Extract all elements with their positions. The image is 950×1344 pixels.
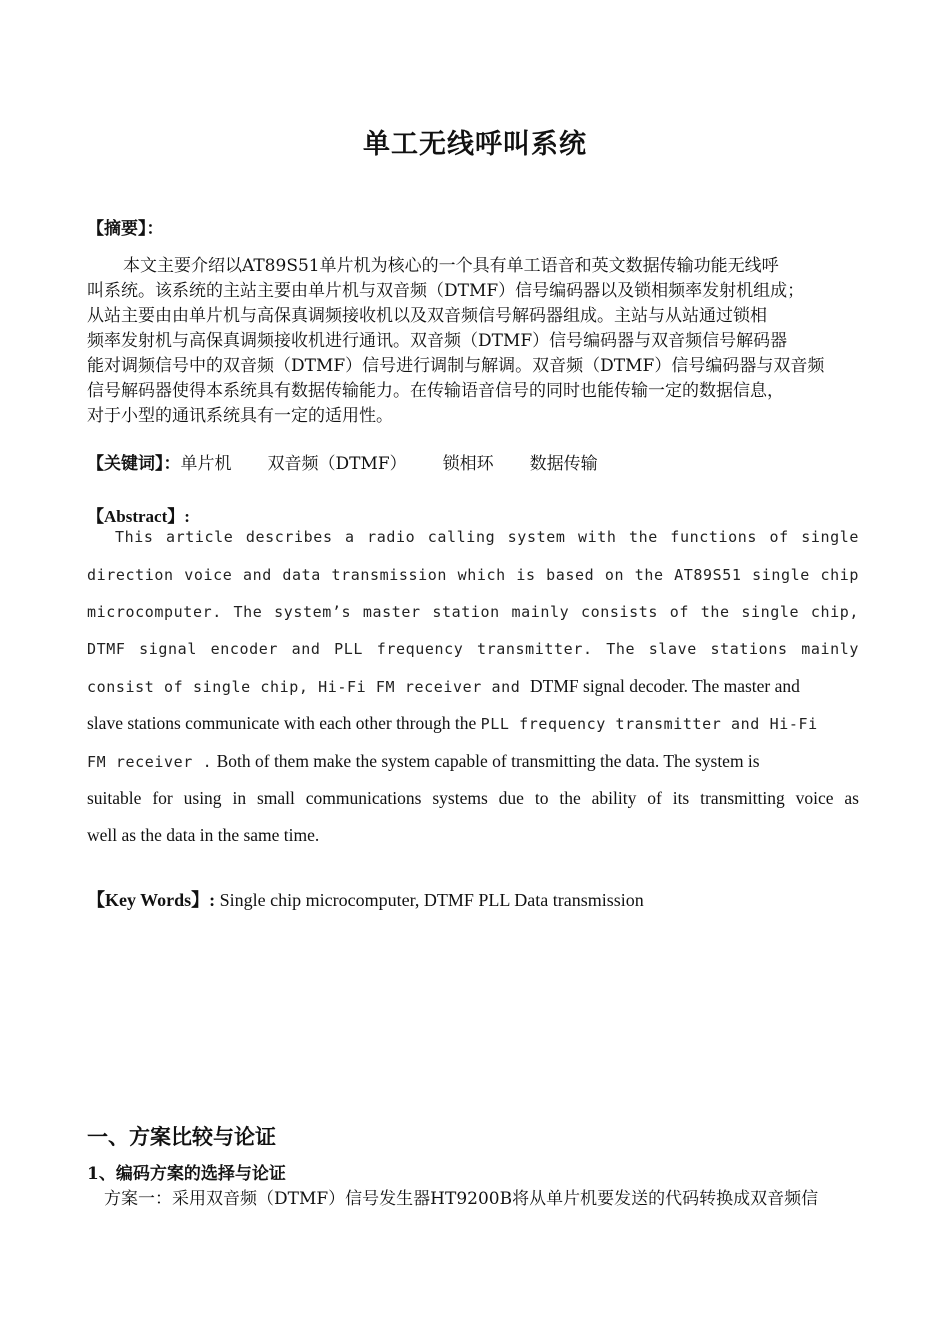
abstract-en-label: 【Abstract】: [87, 507, 190, 526]
abstract-cn-label: 【摘要】： [87, 219, 164, 239]
abstract-en-line-2: direction voice and data transmission which is based on the AT89S51 single chip [87, 566, 859, 584]
abstract-cn-line: 能对调频信号中的双音频（DTMF）信号进行调制与解调。双音频（DTMF）信号编码器与双音频 [87, 356, 825, 376]
keywords-cn [87, 452, 859, 476]
abstract-cn-body [87, 254, 859, 429]
keywords-en-text: Single chip microcomputer, DTMF PLL Data transmission [219, 890, 644, 910]
keywords-en-label: 【Key Words】: [87, 890, 216, 910]
abstract-cn-line: 对于小型的通讯系统具有一定的适用性。 [87, 406, 393, 426]
document-title: 单工无线呼叫系统 [363, 129, 587, 160]
abstract-en-line-6: slave stations communicate with each other through the PLL frequency transmitter and Hi-Fi [87, 713, 818, 733]
keyword-item: 数据传输 [529, 454, 598, 474]
abstract-en-line-7: FM receiver . Both of them make the system capable of transmitting the data. The system is [87, 751, 760, 771]
abstract-en-line-4: DTMF signal encoder and PLL frequency transmitter. The slave stations mainly [87, 640, 859, 658]
keyword-item: 双音频（DTMF） [267, 454, 407, 474]
abstract-cn-line: 叫系统。该系统的主站主要由单片机与双音频（DTMF）信号编码器以及锁相频率发射机组成； [87, 281, 805, 301]
abstract-cn-line: 频率发射机与高保真调频接收机进行通讯。双音频（DTMF）信号编码器与双音频信号解码器 [87, 331, 788, 351]
abstract-cn-line: 从站主要由由单片机与高保真调频接收机以及双音频信号解码器组成。主站与从站通过锁相 [87, 306, 767, 326]
abstract-cn-line: 本文主要介绍以AT89S51单片机为核心的一个具有单工语音和英文数据传输功能无线呼 [123, 256, 779, 276]
abstract-en-line-5: consist of single chip, Hi-Fi FM receiver and DTMF signal decoder. The master and [87, 676, 800, 696]
keyword-item: 单片机 [180, 454, 232, 474]
plan-text: 方案一：采用双音频（DTMF）信号发生器HT9200B将从单片机要发送的代码转换成双音频信 [104, 1189, 819, 1209]
abstract-en-line-8: suitable for using in small communications systems due to the ability of its transmitting voice as [87, 788, 859, 808]
subsection-heading: 1、编码方案的选择与论证 [87, 1164, 286, 1184]
keywords-en [87, 886, 859, 912]
abstract-cn-line: 信号解码器使得本系统具有数据传输能力。在传输语音信号的同时也能传输一定的数据信息， [87, 381, 784, 401]
keyword-item: 锁相环 [442, 454, 494, 474]
abstract-en-line-9: well as the data in the same time. [87, 825, 320, 845]
keywords-cn-label: 【关键词】： [87, 454, 181, 474]
section-heading: 一、方案比较与论证 [87, 1124, 276, 1149]
abstract-en-line-1: This article describes a radio calling system with the functions of single [115, 528, 859, 546]
abstract-en-line-3: microcomputer. The system’s master station mainly consists of the single chip, [87, 603, 859, 621]
